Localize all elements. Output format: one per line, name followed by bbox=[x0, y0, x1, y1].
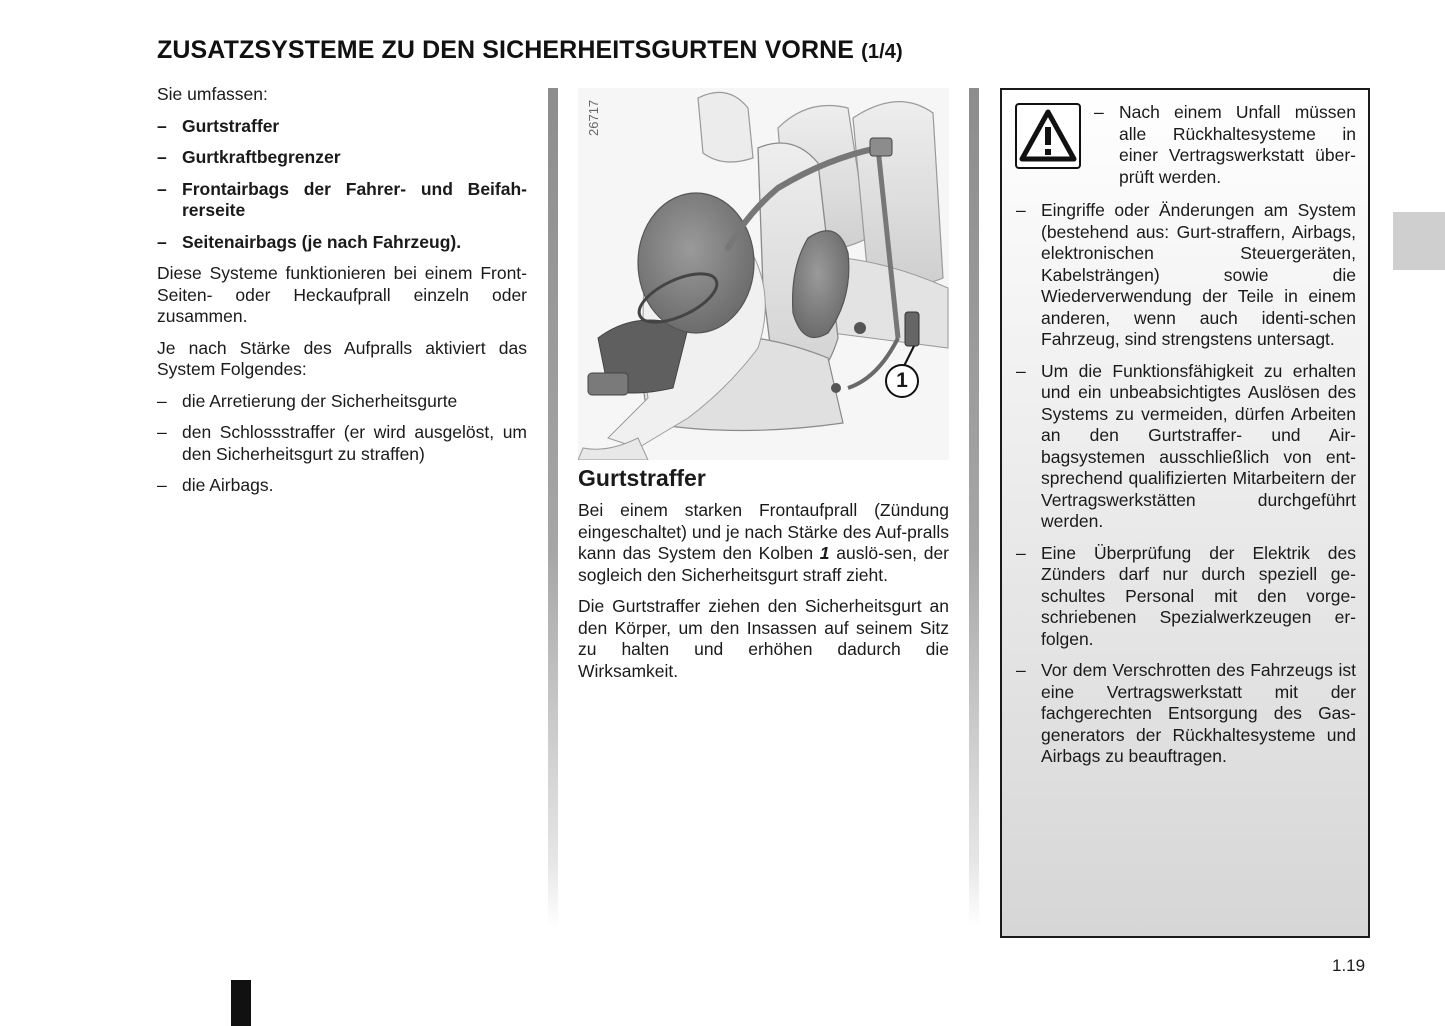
callout-label: 1 bbox=[896, 369, 908, 392]
intro-text: Sie umfassen: bbox=[157, 84, 268, 104]
warning-text bbox=[1016, 102, 1356, 778]
left-column bbox=[157, 84, 527, 507]
callout-1 bbox=[885, 364, 919, 398]
warning-box bbox=[1000, 88, 1370, 938]
warning-item: – Um die Funktionsfähigkeit zu erhalten und ein unbeabsichtigtes Auslösen des Systems zu vermeiden, dürfen Arbeiten an den Gurtstraffer- und Air-bagsystemen ausschließlich von ent-sprechend qualifizierten Mitarbeitern der Vertragswerkstätten durchgeführt werden. bbox=[1016, 361, 1356, 533]
title-suffix: (1/4) bbox=[861, 41, 903, 63]
warning-item: – Eine Überprüfung der Elektrik des Zünders darf nur durch speziell ge-schultes Personal mit den vorge-schriebenen Spezialwerkzeugen er-folgen. bbox=[1016, 543, 1356, 651]
list-item: – den Schlossstraffer (er wird ausgelöst, um den Sicherheitsgurt zu straffen) bbox=[157, 422, 527, 465]
column-divider-bar bbox=[969, 88, 979, 928]
paragraph-text: auslö-sen, der sogleich den Sicherheitsgurt straff zieht. bbox=[578, 543, 949, 585]
list-item-bold: – Gurtstraffer bbox=[157, 116, 527, 138]
list-item-bold: – Gurtkraftbegrenzer bbox=[157, 147, 527, 169]
page-title bbox=[157, 36, 903, 65]
paragraph: Diese Systeme funktionieren bei einem Front- Seiten- oder Heckaufprall einzeln oder zusammen. bbox=[157, 263, 527, 326]
warning-item: – Vor dem Verschrotten des Fahrzeugs ist eine Vertragswerkstatt mit der fachgerechten Entsorgung des Gas-generators der Rückhaltesysteme und Airbags zu beauftragen. bbox=[1016, 660, 1356, 768]
column-divider-bar bbox=[548, 88, 558, 928]
figure-reference: 26717 bbox=[586, 99, 601, 136]
list-item: – die Arretierung der Sicherheitsgurte bbox=[157, 391, 527, 413]
chapter-tab bbox=[1393, 212, 1445, 270]
seatbelt-illustration bbox=[578, 88, 949, 460]
list-item: – die Airbags. bbox=[157, 475, 527, 497]
warning-item: – Nach einem Unfall müssen alle Rückhaltesysteme in einer Vertragswerkstatt über-prüft werden. bbox=[1094, 102, 1356, 188]
middle-column bbox=[578, 464, 949, 692]
paragraph: Je nach Stärke des Aufpralls aktiviert das System Folgendes: bbox=[157, 337, 527, 379]
paragraph bbox=[578, 500, 949, 586]
title-main: ZUSATZSYSTEME ZU DEN SICHERHEITSGURTEN VORNE bbox=[157, 36, 855, 64]
print-edge-mark bbox=[231, 980, 251, 1026]
paragraph: Die Gurtstraffer ziehen den Sicherheitsgurt an den Körper, um den Insassen auf seinem Sitz zu halten und erhöhen dadurch die Wirksamkeit. bbox=[578, 596, 949, 681]
paragraph-text: Bei einem starken Frontaufprall (Zündung eingeschaltet) und je nach Stärke des Auf-pralls kann das System den Kolben bbox=[578, 500, 949, 563]
piston-reference: 1 bbox=[819, 543, 830, 563]
list-item-bold: – Frontairbags der Fahrer- und Beifah-rerseite bbox=[157, 179, 527, 222]
page-number: 1.19 bbox=[1332, 956, 1366, 975]
warning-item: – Eingriffe oder Änderungen am System (bestehend aus: Gurt-straffern, Airbags, elektronischen Steuergeräten, Kabelsträngen) sowie die Wiederverwendung der Teile in einem anderen, wenn auch identi-schen Fahrzeug, sind strengstens untersagt. bbox=[1016, 200, 1356, 351]
list-item-bold: – Seitenairbags (je nach Fahrzeug). bbox=[157, 232, 527, 254]
illustration-drawing bbox=[578, 88, 949, 460]
section-heading: Gurtstraffer bbox=[578, 465, 706, 491]
